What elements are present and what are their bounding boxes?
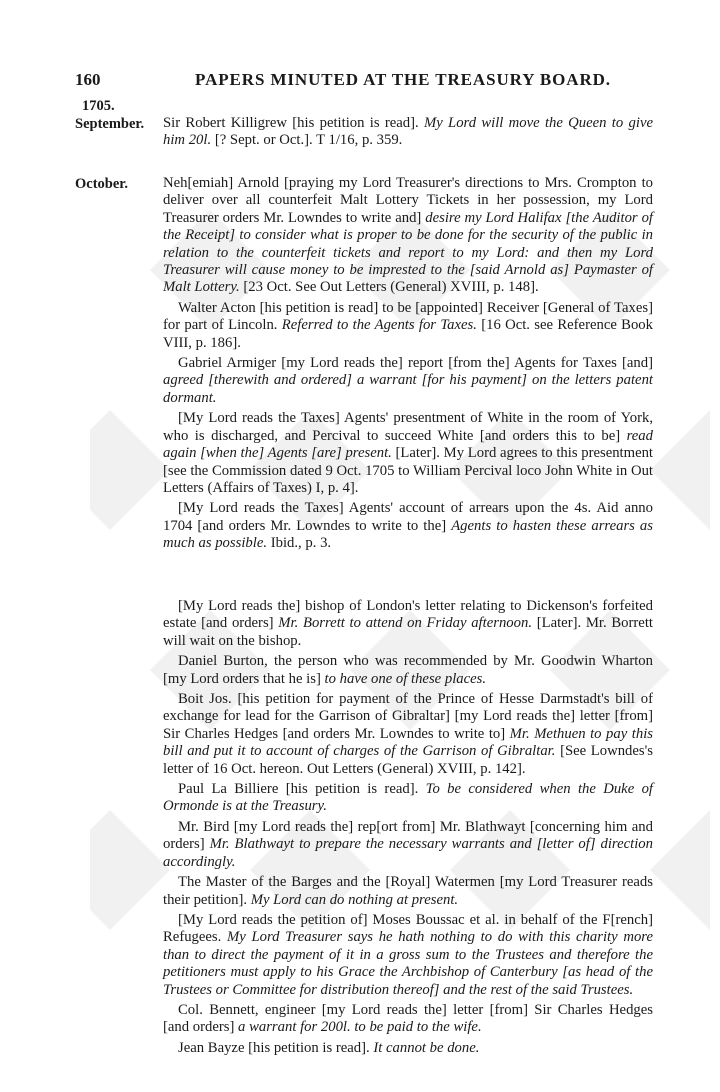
- entry: Mr. Bird [my Lord reads the] rep[ort from] Mr. Blathwayt [concerning him and orders] Mr. Blathwayt to prepare the necessary warrants and [letter of] direction accordingly.: [163, 818, 653, 870]
- entry: Daniel Burton, the person who was recommended by Mr. Goodwin Wharton [my Lord orders that he is] to have one of these places.: [163, 653, 653, 687]
- entry: [My Lord reads the petition of] Moses Boussac et al. in behalf of the F[rench] Refugees. My Lord Treasurer says he hath nothing to do with this charity more than to direct the payment of it in a gross sum to the Trustees and therefore the petitioners must apply to his Grace the Archbishop of Canterbury [as head of the Trustees or Committee for distribution thereof] and the rest of the said Trustees.: [163, 911, 653, 998]
- entry: Boit Jos. [his petition for payment of the Prince of Hesse Darmstadt's bill of exchange for lead for the Garrison of Gibraltar] [my Lord reads the] letter [from] Sir Charles Hedges [and orders Mr. Lowndes to write to] Mr. Methuen to pay this bill and put it to account of charges of the Garrison of Gibraltar. [See Lowndes's letter of 16 Oct. hereon. Out Letters (General) XVIII, p. 142].: [163, 691, 654, 777]
- entry: [My Lord reads the Taxes] Agents' account of arrears upon the 4s. Aid anno 1704 [and orders Mr. Lowndes to write to the] Agents to hasten these arrears as much as possible. Ibid., p. 3.: [163, 500, 653, 552]
- entry-block-october: [163, 175, 653, 556]
- entry: Col. Bennett, engineer [my Lord reads the] letter [from] Sir Charles Hedges [and orders] a warrant for 200l. to be paid to the wife.: [163, 1001, 653, 1036]
- entry: Neh[emiah] Arnold [praying my Lord Treasurer's directions to Mrs. Crompton to deliver over all counterfeit Malt Lottery Tickets in her possession, my Lord Treasurer orders Mr. Lowndes to write and] desire my Lord Halifax [the Auditor of the Receipt] to consider what is proper to be done for the security of the public in relation to the counterfeit tickets and report to my Lord: and then my Lord Treasurer will cause money to be imprested to the [said Arnold as] Paymaster of Malt Lottery. [23 Oct. See Out Letters (General) XVIII, p. 148].: [163, 175, 653, 296]
- sidenote-month-october: October.: [75, 176, 129, 192]
- entry-block-later: [163, 598, 653, 1060]
- page-header: [75, 70, 675, 96]
- page-number: 160: [75, 70, 101, 89]
- entry: Jean Bayze [his petition is read]. It cannot be done.: [178, 1039, 480, 1056]
- entry: Sir Robert Killigrew [his petition is read]. My Lord will move the Queen to give him 20l. [? Sept. or Oct.]. T 1/16, p. 359.: [163, 115, 653, 149]
- entry: Paul La Billiere [his petition is read]. To be considered when the Duke of Ormonde is at the Treasury.: [163, 781, 653, 815]
- entry: [My Lord reads the Taxes] Agents' presentment of White in the room of York, who is discharged, and Percival to succeed White [and orders this to be] read again [when the] Agents [are] present. [Later]. My Lord agrees to this presentment [see the Commission dated 9 Oct. 1705 to William Percival loco John White in Out Letters (Affairs of Taxes) I, p. 4].: [163, 410, 654, 496]
- sidenote-month-september: September.: [75, 116, 145, 132]
- sidenote-year: 1705.: [82, 98, 115, 114]
- entry-block-september: [163, 115, 653, 153]
- running-title: PAPERS MINUTED AT THE TREASURY BOARD.: [195, 70, 611, 89]
- entry: [My Lord reads the] bishop of London's letter relating to Dickenson's forfeited estate [and orders] Mr. Borrett to attend on Friday afternoon. [Later]. Mr. Borrett will wait on the bishop.: [163, 598, 653, 649]
- entry: The Master of the Barges and the [Royal] Watermen [my Lord Treasurer reads their petition]. My Lord can do nothing at present.: [163, 874, 653, 908]
- entry: Gabriel Armiger [my Lord reads the] report [from the] Agents for Taxes [and] agreed [therewith and ordered] a warrant [for his payment] on the letters patent dormant.: [163, 355, 653, 406]
- entry: Walter Acton [his petition is read] to be [appointed] Receiver [General of Taxes] for part of Lincoln. Referred to the Agents for Taxes. [16 Oct. see Reference Book VIII, p. 186].: [163, 299, 653, 351]
